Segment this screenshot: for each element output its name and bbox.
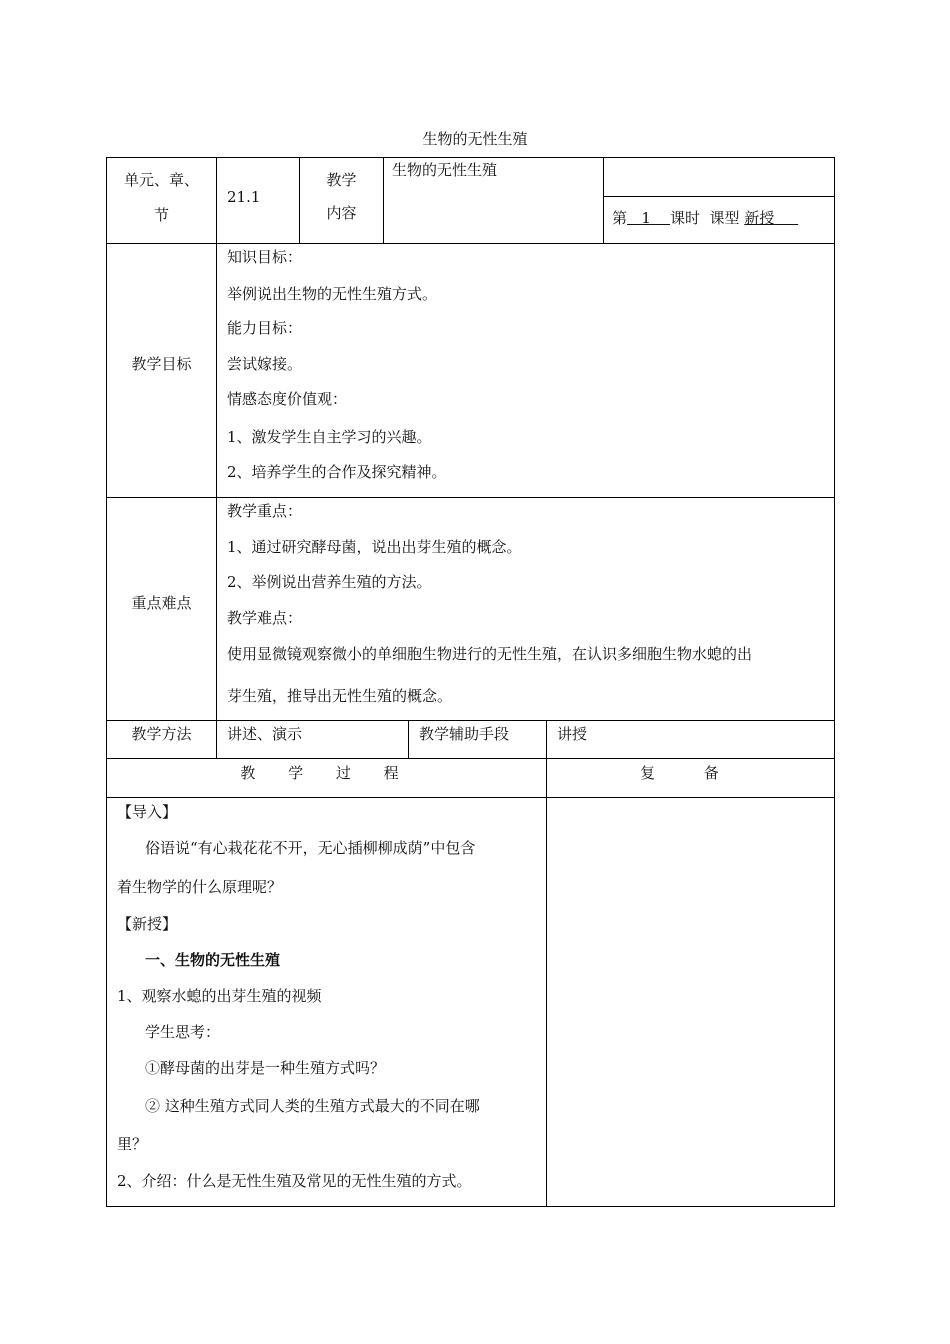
objectives-line: 1、激发学生自主学习的兴趣。 xyxy=(227,428,432,446)
unit-label-line1: 单元、章、 xyxy=(123,171,199,189)
rule-right xyxy=(834,157,835,1207)
document-title: 生物的无性生殖 xyxy=(422,130,528,148)
content-value: 生物的无性生殖 xyxy=(392,161,498,179)
methods-label: 教学方法 xyxy=(131,725,192,743)
process-line: 着生物学的什么原理呢？ xyxy=(117,878,283,896)
process-line: 【新授】 xyxy=(117,915,178,933)
process-line: ①酵母菌的出芽是一种生殖方式吗？ xyxy=(145,1059,386,1077)
unit-label-line2: 节 xyxy=(153,206,169,224)
keypoints-line: 2、举例说出营养生殖的方法。 xyxy=(227,573,432,591)
process-line: 学生思考： xyxy=(145,1023,221,1041)
lesson-suffix: 课时 xyxy=(669,209,700,227)
objectives-line: 举例说出生物的无性生殖方式。 xyxy=(227,285,438,303)
rule-bottom xyxy=(106,1206,835,1207)
objectives-line: 情感态度价值观： xyxy=(227,390,348,408)
process-line: 里？ xyxy=(117,1135,148,1153)
unit-value: 21.1 xyxy=(227,188,261,206)
type-label: 课型 xyxy=(709,209,740,227)
lesson-info xyxy=(612,208,798,228)
lesson-number: 1 xyxy=(641,209,651,227)
keypoints-line: 使用显微镜观察微小的单细胞生物进行的无性生殖，在认识多细胞生物水螅的出 xyxy=(227,645,753,663)
process-header-right: 复 备 xyxy=(640,764,741,782)
aid-label: 教学辅助手段 xyxy=(419,725,510,743)
content-label-line1: 教学 xyxy=(326,171,357,189)
rule-methods-col2 xyxy=(408,720,409,759)
keypoints-line: 1、通过研究酵母菌，说出出芽生殖的概念。 xyxy=(227,538,522,556)
objectives-line: 知识目标： xyxy=(227,248,303,266)
objectives-line: 能力目标： xyxy=(227,319,303,337)
objectives-line: 2、培养学生的合作及探究精神。 xyxy=(227,463,447,481)
lesson-prefix: 第 xyxy=(612,209,628,227)
objectives-label: 教学目标 xyxy=(131,355,192,373)
type-value: 新授 xyxy=(744,209,775,227)
process-line: 2、介绍：什么是无性生殖及常见的无性生殖的方式。 xyxy=(117,1172,472,1190)
rule-header-split xyxy=(603,196,835,197)
process-line: 俗语说“有心栽花花不开，无心插柳柳成荫”中包含 xyxy=(145,839,476,857)
keypoints-line: 教学重点： xyxy=(227,502,303,520)
methods-value: 讲述、演示 xyxy=(227,725,303,743)
process-section-heading: 一、生物的无性生殖 xyxy=(145,951,281,969)
keypoints-line: 芽生殖，推导出无性生殖的概念。 xyxy=(227,687,453,705)
keypoints-line: 教学难点： xyxy=(227,609,303,627)
objectives-line: 尝试嫁接。 xyxy=(227,355,303,373)
process-line: 【导入】 xyxy=(117,803,178,821)
rule-left xyxy=(106,157,107,1207)
process-header-left: 教 学 过 程 xyxy=(240,764,413,782)
aid-value: 讲授 xyxy=(557,725,588,743)
process-line: ② 这种生殖方式同人类的生殖方式最大的不同在哪 xyxy=(145,1097,480,1115)
rule-process-col xyxy=(546,720,547,1207)
keypoints-label: 重点难点 xyxy=(131,594,192,612)
content-label-line2: 内容 xyxy=(326,204,357,222)
rule-header-col3 xyxy=(383,157,384,244)
rule-header-col4 xyxy=(603,157,604,244)
rule-process-header-bottom xyxy=(106,797,835,798)
rule-label-col xyxy=(216,157,217,759)
process-line: 1、观察水螅的出芽生殖的视频 xyxy=(117,987,322,1005)
